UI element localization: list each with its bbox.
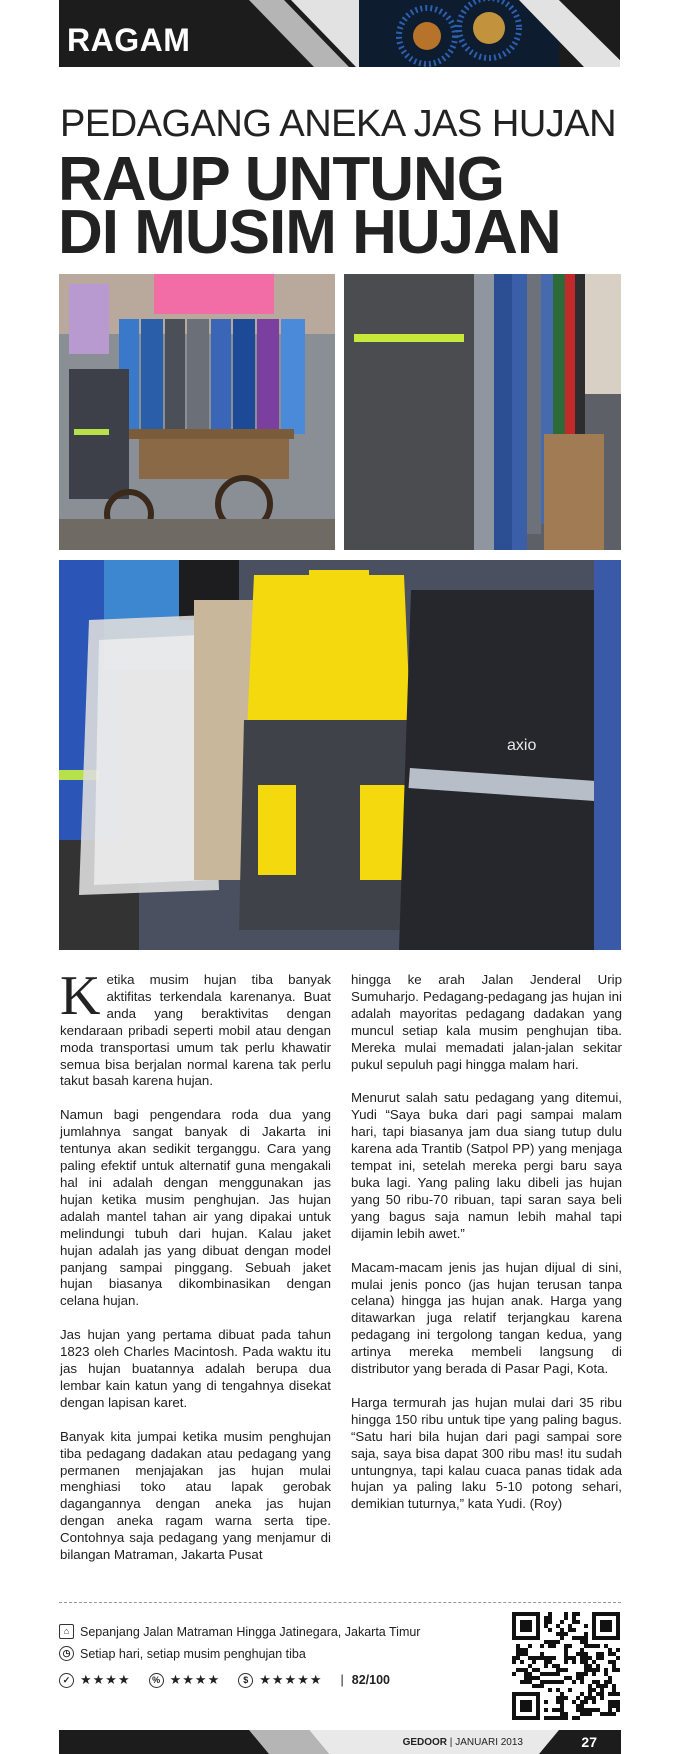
info-ratings <box>59 1672 390 1688</box>
section-label: RAGAM <box>67 22 191 58</box>
rating-stars-3: ★★★★★ <box>259 1672 323 1687</box>
thumb-icon: ✓ <box>59 1673 74 1688</box>
tag-icon: % <box>149 1673 164 1688</box>
paragraph-6: Menurut salah satu pedagang yang ditemui, Yudi “Saya buka dari pagi sampai malam hari, tapi biasanya jam dua siang tutup dulu karena ada Trantib (Satpol PP) yang menjaga tempat ini, setelah mereka pergi baru saya buka lagi. Yang paling laku dibeli jas hujan yang 50 ribu-70 ribuan, tapi saran saya beli yang bagus saja namun lebih mahal tapi dijamin lebih awet.” <box>351 1090 622 1241</box>
location-text: Sepanjang Jalan Matraman Hingga Jatinegara, Jakarta Timur <box>80 1624 421 1639</box>
paragraph-4: Banyak kita jumpai ketika musim penghujan tiba pedagang dadakan atau pedagang yang permanen menjajakan jas hujan mulai menghiasi toko atau lapak gerobak dagangannya dengan aneka jas hujan dengan aneka ragam warna serta tipe. Contohnya saja pedagang yang menjamur di bilangan Matraman, Jakarta Pusat <box>60 1428 331 1563</box>
dollar-icon: $ <box>238 1673 253 1688</box>
qr-code <box>512 1612 620 1720</box>
info-schedule <box>59 1646 306 1661</box>
magazine-name: GEDOOR <box>402 1737 448 1748</box>
photo-raincoats-closeup-image <box>344 274 621 550</box>
paragraph-8: Harga termurah jas hujan mulai dari 35 ribu hingga 150 ribu untuk tipe yang paling bagus. “Satu hari bila hujan dari pagi sampai sore saja, saya bisa dapat 300 ribu mas! itu sudah untungnya, tapi kalau cuaca panas tidak ada hujan ya paling laku 5-10 potong sehari, demikian tuturnya,” kata Yudi. (Roy) <box>351 1394 622 1512</box>
schedule-text: Setiap hari, setiap musim penghujan tiba <box>80 1646 306 1661</box>
paragraph-5: hingga ke arah Jalan Jenderal Urip Sumuharjo. Pedagang-pedagang jas hujan ini adalah mayoritas pedagang dadakan yang muncul setiap kala musim penghujan tiba. Mereka mulai memadati jalan-jalan sekitar pukul sepuluh pagi hingga malam hari. <box>351 972 622 1072</box>
article-headline-line1: RAUP UNTUNG <box>58 145 504 214</box>
clock-icon: ◷ <box>59 1646 74 1661</box>
article-column-right <box>351 972 622 1530</box>
page-footer <box>59 1730 621 1754</box>
issue-date: JANUARI 2013 <box>455 1737 523 1748</box>
drop-cap: K <box>60 965 101 1027</box>
section-header-band <box>59 0 620 67</box>
article-headline-line2: DI MUSIM HUJAN <box>58 198 561 267</box>
article-column-left <box>60 965 331 1581</box>
footer-magazine-issue: GEDOOR | JANUARI 2013 <box>402 1737 523 1748</box>
rating-stars-1: ★★★★ <box>80 1672 131 1687</box>
paragraph-1 <box>60 965 331 1090</box>
page-number: 27 <box>581 1734 597 1750</box>
photo-raincoat-cart-image <box>59 274 335 550</box>
paragraph-2: Namun bagi pengendara roda dua yang jumlahnya sangat banyak di Jakarta ini tentunya akan sedikit terganggu. Cara yang paling efektif untuk alternatif guna mengakali hal ini adalah dengan menggunakan jas hujan ketika musim penghujan. Jas hujan adalah mantel tahan air yang dipakai untuk melindungi tubuh dari hujan. Kalau jaket hujan adalah jas yang dibuat dengan model panjang sampai pinggang. Sebuah jaket hujan biasanya dikombinasikan dengan celana hujan. <box>60 1107 331 1309</box>
info-separator <box>59 1602 621 1603</box>
footer-decoration <box>59 1730 621 1754</box>
paragraph-7: Macam-macam jenis jas hujan dijual di sini, mulai jenis ponco (jas hujan terusan tanpa celana) hingga jas hujan anak. Harga yang ditawarkan juga relatif terjangkau karena pedagang ini tergolong tangan kedua, yang artinya mereka membeli langsung di distributor yang berada di Pasar Pagi, Kota. <box>351 1259 622 1377</box>
rating-stars-2: ★★★★ <box>169 1672 221 1687</box>
paragraph-1-text: etika musim hujan tiba banyak aktifitas terkendala karenanya. Buat anda yang beraktivitas dengan kendaraan pribadi seperti mobil atau dengan moda transportasi umum tak perlu khawatir semua bisa berjalan normal karena tak perlu takut basah karena hujan. <box>60 972 331 1089</box>
article-kicker: PEDAGANG ANEKA JAS HUJAN <box>60 103 617 145</box>
info-location <box>59 1624 420 1639</box>
total-score: 82/100 <box>351 1673 391 1687</box>
score-separator: | <box>340 1673 344 1687</box>
photo-raincoats-hanging <box>59 560 621 950</box>
brand-logo-text: axio <box>507 737 537 754</box>
photo-raincoats-hanging-image <box>59 560 621 950</box>
house-icon: ⌂ <box>59 1624 74 1639</box>
paragraph-3: Jas hujan yang pertama dibuat pada tahun 1823 oleh Charles Macintosh. Pada waktu itu jas hujan buatannya adalah berupa dua lembar kain katun yang di tengahnya disekat dengan lapisan karet. <box>60 1327 331 1410</box>
qr-code-image <box>512 1612 620 1720</box>
photo-raincoat-cart <box>59 274 335 550</box>
photo-raincoats-closeup <box>344 274 621 550</box>
